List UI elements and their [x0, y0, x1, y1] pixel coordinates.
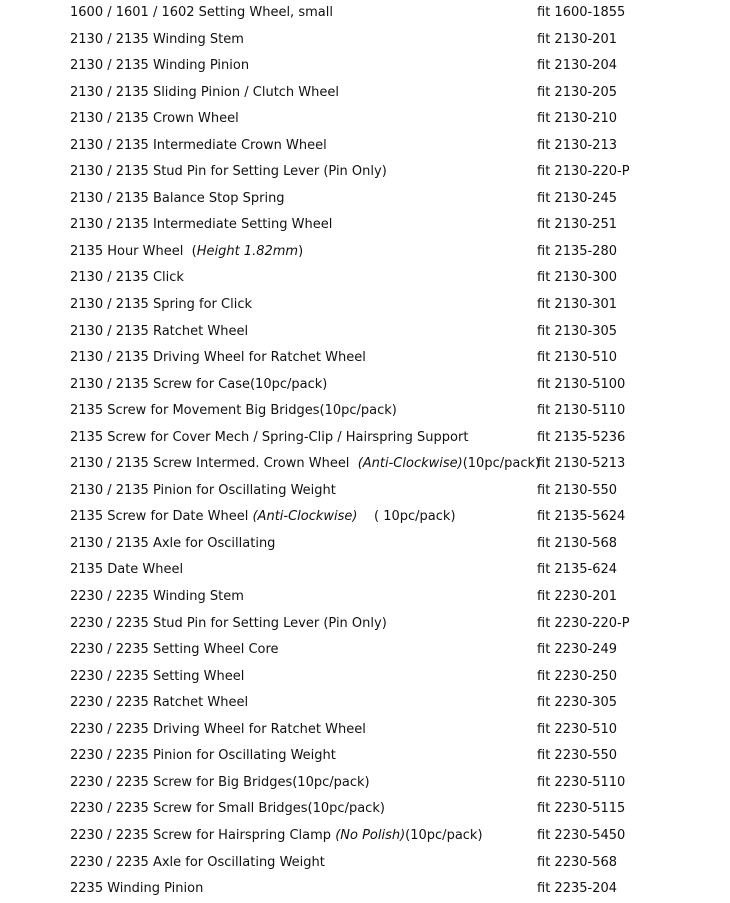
- part-description-text: 2135 Hour Wheel (: [70, 243, 197, 259]
- part-row: [0, 796, 730, 823]
- part-code: fit 2130-568: [537, 535, 618, 551]
- part-row: [0, 611, 730, 638]
- part-row: [0, 823, 730, 850]
- part-row: [0, 372, 730, 399]
- part-description: [70, 159, 387, 186]
- part-description: [70, 690, 248, 717]
- part-code: fit 2130-201: [537, 31, 618, 47]
- part-description-text: 2130 / 2135 Driving Wheel for Ratchet Wheel: [70, 350, 366, 366]
- part-description: [70, 133, 327, 160]
- part-description-text: 2130 / 2135 Sliding Pinion / Clutch Wheel: [70, 84, 340, 100]
- part-description: [70, 425, 468, 452]
- part-description: [70, 27, 244, 54]
- part-description: [70, 345, 366, 372]
- part-description-text: 2230 / 2235 Stud Pin for Setting Lever (Pin Only): [70, 615, 387, 631]
- part-note: (No Polish): [335, 827, 406, 843]
- part-code: fit 2230-250: [537, 668, 618, 684]
- part-description-text: 2130 / 2135 Screw Intermed. Crown Wheel: [70, 456, 358, 472]
- part-row: [0, 186, 730, 213]
- part-description-text: 2230 / 2235 Screw for Small Bridges(10pc/pack): [70, 801, 385, 817]
- part-code: fit 2130-205: [537, 84, 618, 100]
- part-description-text: 1600 / 1601 / 1602 Setting Wheel, small: [70, 5, 333, 20]
- part-row: [0, 531, 730, 558]
- part-note: Height 1.82mm: [196, 243, 299, 259]
- part-description-text: 2130 / 2135 Stud Pin for Setting Lever (Pin Only): [70, 164, 387, 180]
- part-row: [0, 0, 730, 27]
- part-description: [70, 0, 333, 27]
- part-code: fit 2130-5213: [537, 456, 626, 472]
- part-row: [0, 717, 730, 744]
- part-description: [70, 504, 456, 531]
- part-description: [70, 664, 244, 691]
- part-code: fit 2130-220-P: [537, 164, 630, 180]
- part-description: [70, 478, 336, 505]
- part-description: [70, 80, 339, 107]
- part-code: fit 2130-213: [537, 137, 618, 153]
- part-code: fit 2230-5115: [537, 801, 626, 817]
- part-row: [0, 106, 730, 133]
- part-description-text: 2230 / 2235 Setting Wheel: [70, 668, 245, 684]
- part-code: fit 2130-5100: [537, 376, 626, 392]
- part-row: [0, 159, 730, 186]
- part-description-text: 2235 Winding Pinion: [70, 881, 204, 897]
- part-description-text: 2135 Screw for Movement Big Bridges(10pc/pack): [70, 403, 397, 419]
- part-description: [70, 717, 366, 744]
- part-description: [70, 292, 252, 319]
- part-code: fit 2130-5110: [537, 403, 626, 419]
- part-description-text: 2230 / 2235 Pinion for Oscillating Weight: [70, 748, 336, 764]
- part-description: [70, 770, 370, 797]
- part-description-text: 2230 / 2235 Ratchet Wheel: [70, 695, 249, 711]
- part-description: [70, 212, 332, 239]
- part-row: [0, 504, 730, 531]
- part-description-text: 2130 / 2135 Intermediate Setting Wheel: [70, 217, 333, 233]
- part-description: [70, 265, 184, 292]
- part-code: fit 2130-300: [537, 270, 618, 286]
- part-row: [0, 292, 730, 319]
- part-code: fit 2230-220-P: [537, 615, 630, 631]
- part-note: (Anti-Clockwise): [357, 456, 463, 472]
- part-description-text: 2230 / 2235 Screw for Hairspring Clamp: [70, 827, 336, 843]
- part-row: [0, 425, 730, 452]
- part-row: [0, 212, 730, 239]
- part-code: fit 2130-210: [537, 111, 618, 127]
- part-row: [0, 80, 730, 107]
- part-code: fit 2130-550: [537, 482, 618, 498]
- part-description-text: 2130 / 2135 Axle for Oscillating: [70, 535, 276, 551]
- part-description-text: 2130 / 2135 Pinion for Oscillating Weight: [70, 482, 336, 498]
- part-code: fit 2135-5624: [537, 509, 626, 525]
- part-description-text: 2230 / 2235 Setting Wheel Core: [70, 642, 279, 658]
- part-row: [0, 265, 730, 292]
- part-description-text: 2130 / 2135 Ratchet Wheel: [70, 323, 249, 339]
- part-description: [70, 451, 540, 478]
- part-code: fit 2230-305: [537, 695, 618, 711]
- part-description-text: 2130 / 2135 Intermediate Crown Wheel: [70, 137, 327, 153]
- part-description: [70, 106, 239, 133]
- part-note: (Anti-Clockwise): [252, 509, 358, 525]
- part-code: fit 2135-624: [537, 562, 618, 578]
- part-description: [70, 186, 285, 213]
- part-description-text: 2130 / 2135 Balance Stop Spring: [70, 190, 285, 206]
- part-row: [0, 27, 730, 54]
- part-description: [70, 319, 248, 346]
- part-description-text: 2130 / 2135 Winding Pinion: [70, 58, 250, 74]
- part-code: fit 2130-301: [537, 297, 618, 313]
- part-description: [70, 372, 327, 399]
- part-code: fit 2135-5236: [537, 429, 626, 445]
- part-description: [70, 53, 249, 80]
- part-row: [0, 345, 730, 372]
- part-description-text: 2135 Date Wheel: [70, 562, 184, 578]
- part-row: [0, 584, 730, 611]
- part-description-text: 2130 / 2135 Crown Wheel: [70, 111, 239, 127]
- part-description-text: 2135 Screw for Date Wheel: [70, 509, 253, 525]
- part-row: [0, 850, 730, 877]
- part-code: fit 1600-1855: [537, 5, 626, 20]
- part-row: [0, 319, 730, 346]
- part-description: [70, 239, 303, 266]
- part-code: fit 2230-249: [537, 642, 618, 658]
- part-row: [0, 133, 730, 160]
- part-description-text: 2130 / 2135 Screw for Case(10pc/pack): [70, 376, 328, 392]
- part-code: fit 2130-204: [537, 58, 618, 74]
- part-code: fit 2130-305: [537, 323, 618, 339]
- part-description-text: 2230 / 2235 Winding Stem: [70, 589, 244, 605]
- part-description: [70, 743, 336, 770]
- part-description: [70, 796, 385, 823]
- part-row: [0, 478, 730, 505]
- part-description: [70, 850, 325, 877]
- part-description: [70, 611, 387, 638]
- part-description-text: 2230 / 2235 Screw for Big Bridges(10pc/pack): [70, 774, 370, 790]
- part-code: fit 2230-5450: [537, 827, 626, 843]
- part-description-text: 2230 / 2235 Driving Wheel for Ratchet Wheel: [70, 721, 366, 737]
- part-code: fit 2135-280: [537, 243, 618, 259]
- part-description-text: 2130 / 2135 Winding Stem: [70, 31, 244, 47]
- part-description-text: 2130 / 2135 Spring for Click: [70, 297, 253, 313]
- part-code: fit 2230-568: [537, 854, 618, 870]
- part-description: [70, 398, 397, 425]
- part-suffix: ( 10pc/pack): [357, 509, 456, 525]
- part-description-text: 2130 / 2135 Click: [70, 270, 184, 286]
- part-row: [0, 398, 730, 425]
- part-code: fit 2230-5110: [537, 774, 626, 790]
- part-description: [70, 584, 244, 611]
- part-description-text: 2135 Screw for Cover Mech / Spring-Clip / Hairspring Support: [70, 429, 469, 445]
- part-code: fit 2230-510: [537, 721, 618, 737]
- part-suffix: ): [298, 243, 304, 259]
- part-row: [0, 557, 730, 584]
- part-description: [70, 557, 183, 584]
- part-row: [0, 770, 730, 797]
- part-row: [0, 451, 730, 478]
- part-description: [70, 823, 483, 850]
- part-description: [70, 531, 275, 558]
- part-suffix: (10pc/pack): [462, 456, 541, 472]
- part-row: [0, 637, 730, 664]
- part-code: fit 2230-201: [537, 589, 618, 605]
- part-row: [0, 664, 730, 691]
- part-row: [0, 690, 730, 717]
- part-code: fit 2130-510: [537, 350, 618, 366]
- part-description-text: 2230 / 2235 Axle for Oscillating Weight: [70, 854, 325, 870]
- part-description: [70, 637, 279, 664]
- part-code: fit 2130-251: [537, 217, 618, 233]
- part-row: [0, 743, 730, 770]
- part-code: fit 2235-204: [537, 881, 618, 897]
- part-row: [0, 53, 730, 80]
- part-row: [0, 239, 730, 266]
- part-code: fit 2230-550: [537, 748, 618, 764]
- part-suffix: (10pc/pack): [405, 827, 483, 843]
- part-code: fit 2130-245: [537, 190, 618, 206]
